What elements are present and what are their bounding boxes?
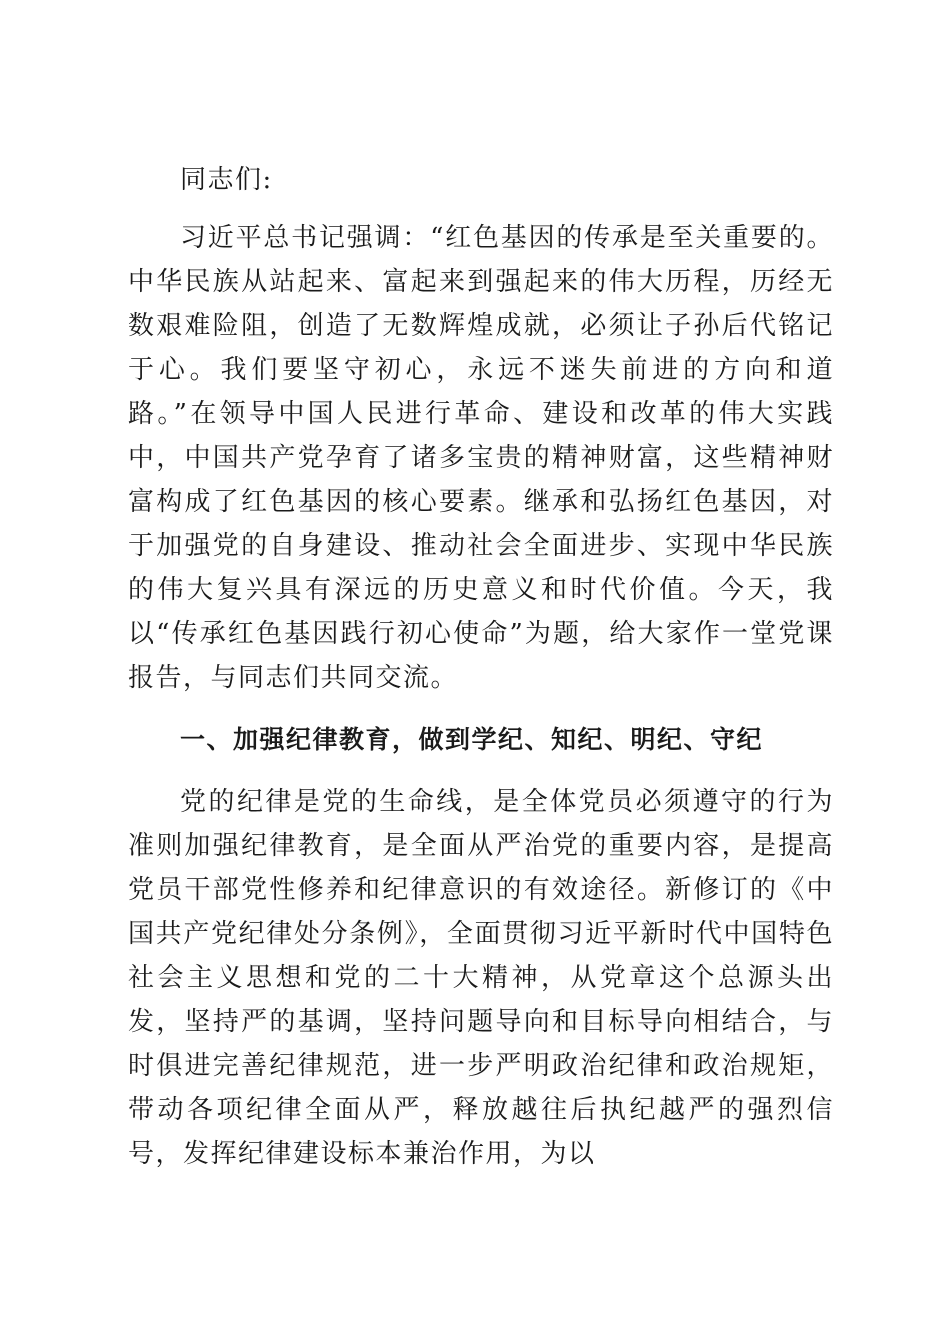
greeting: 同志们: xyxy=(180,165,273,195)
section-paragraph: 党的纪律是党的生命线，是全体党员必须遵守的行为准则加强纪律教育，是全面从严治党的重要内容，是提高党员干部党性修养和纪律意识的有效途径。新修订的《中国共产党纪律处分条例》，全面贯彻习近平新时代中国特色社会主义思想和党的二十大精神，从党章这个总源头出发，坚持严的基调，坚持问题导向和目标导向相结合，与时俱进完善纪律规范，进一步严明政治纪律和政治规矩，带动各项纪律全面从严，释放越往后执纪越严的强烈信号，发挥纪律建设标本兼治作用，为以 xyxy=(128,787,834,1169)
section-heading: 一、加强纪律教育，做到学纪、知纪、明纪、守纪 xyxy=(180,725,764,754)
document-page xyxy=(128,158,834,1176)
intro-paragraph: 习近平总书记强调：“红色基因的传承是至关重要的。中华民族从站起来、富起来到强起来的伟大历程，历经无数艰难险阻，创造了无数辉煌成就，必须让子孙后代铭记于心。我们要坚守初心，永远不迷失前进的方向和道路。”在领导中国人民进行革命、建设和改革的伟大实践中，中国共产党孕育了诸多宝贵的精神财富，这些精神财富构成了红色基因的核心要素。继承和弘扬红色基因，对于加强党的自身建设、推动社会全面进步、实现中华民族的伟大复兴具有深远的历史意义和时代价值。今天，我以“传承红色基因践行初心使命”为题，给大家作一堂党课报告，与同志们共同交流。 xyxy=(128,223,834,693)
